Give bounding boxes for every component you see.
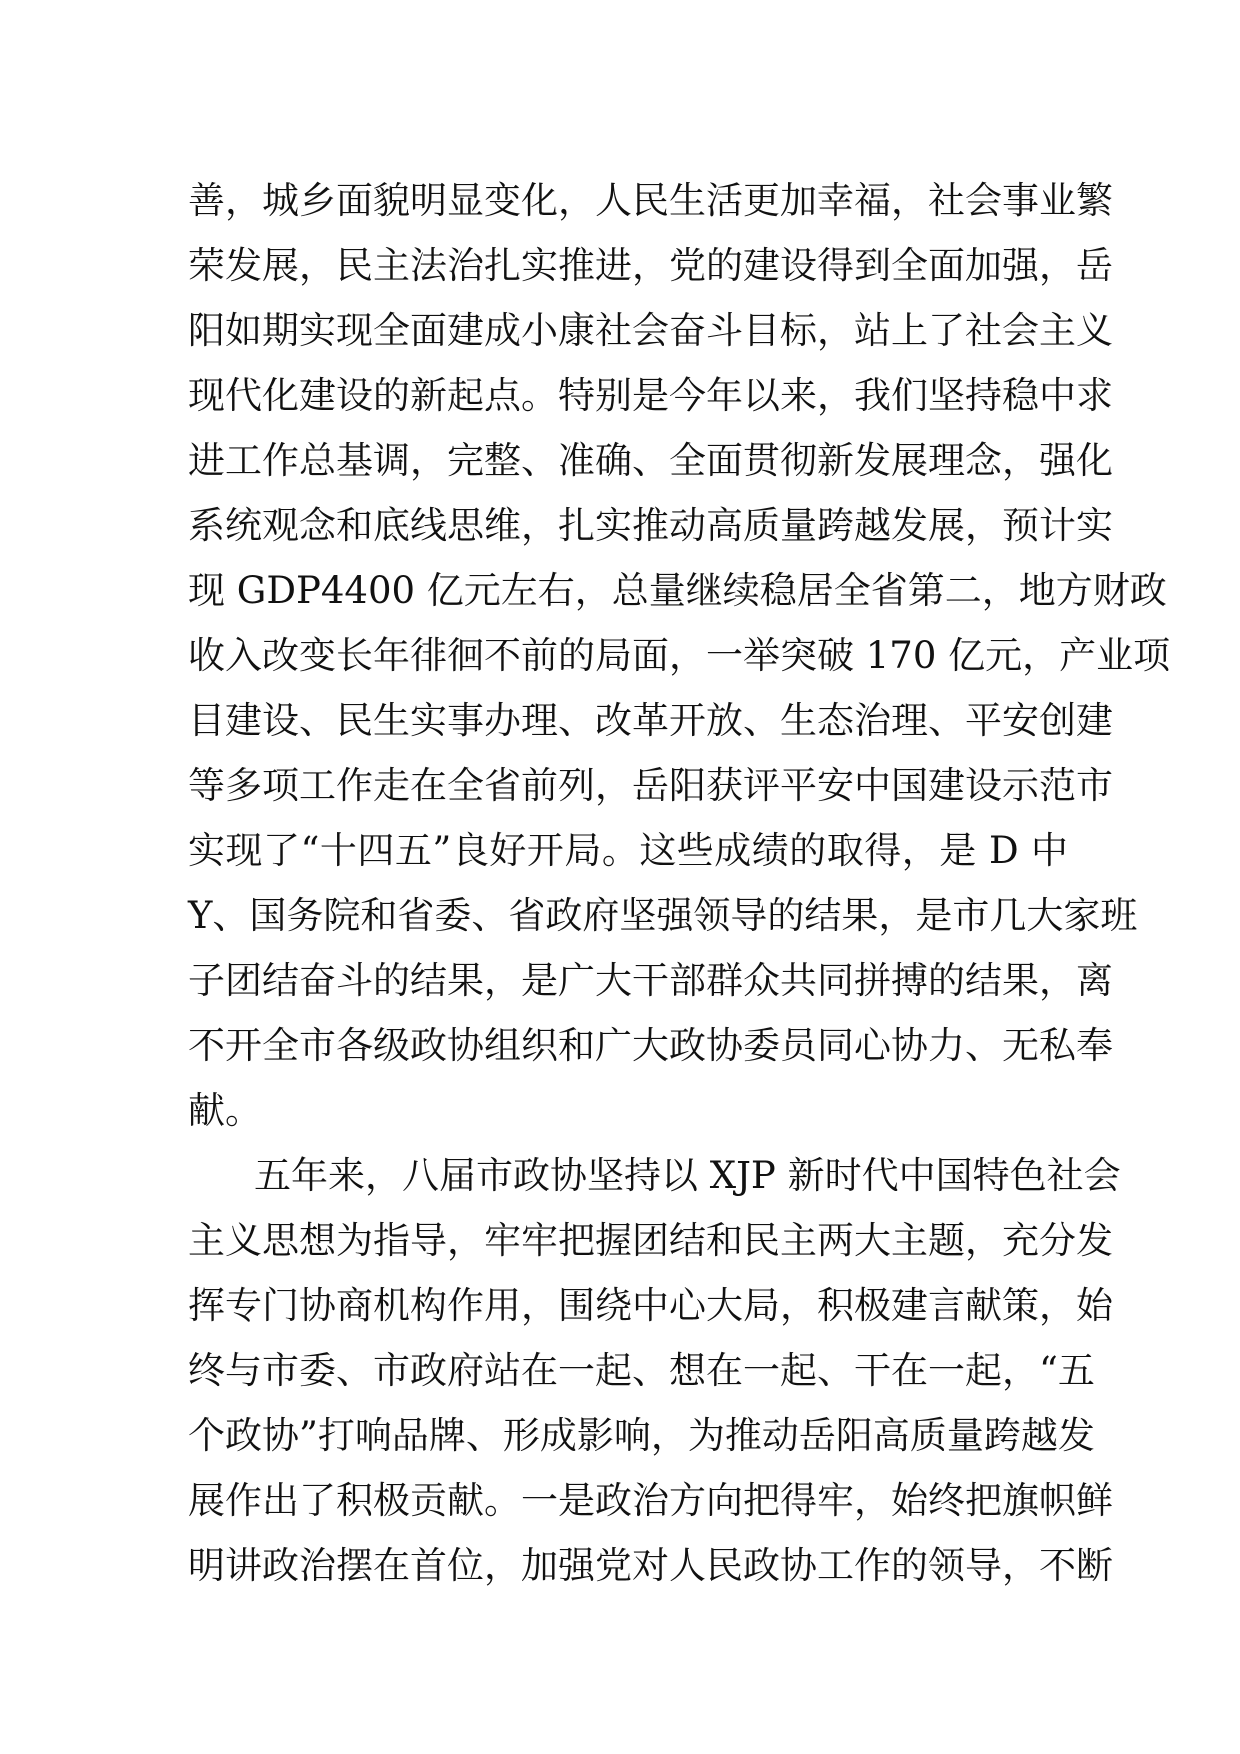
text-line: 荣发展，民主法治扎实推进，党的建设得到全面加强，岳 xyxy=(188,244,1113,287)
text-line: 目建设、民生实事办理、改革开放、生态治理、平安创建 xyxy=(188,699,1113,742)
text-line: 主义思想为指导，牢牢把握团结和民主两大主题，充分发 xyxy=(188,1219,1113,1262)
text-line: 阳如期实现全面建成小康社会奋斗目标，站上了社会主义 xyxy=(188,309,1113,352)
text-line: 子团结奋斗的结果，是广大干部群众共同拼搏的结果，离 xyxy=(188,959,1113,1002)
text-line: 不开全市各级政协组织和广大政协委员同心协力、无私奉 xyxy=(188,1024,1113,1067)
text-line: 进工作总基调，完整、准确、全面贯彻新发展理念，强化 xyxy=(188,439,1113,482)
text-line: 挥专门协商机构作用，围绕中心大局，积极建言献策，始 xyxy=(188,1284,1113,1327)
text-line: 展作出了积极贡献。一是政治方向把得牢，始终把旗帜鲜 xyxy=(188,1479,1113,1522)
paragraph-first-line: 五年来，八届市政协坚持以 XJP 新时代中国特色社会 xyxy=(254,1154,1121,1197)
text-line: 实现了“十四五”良好开局。这些成绩的取得，是 D 中 xyxy=(188,829,1068,872)
text-line: 个政协”打响品牌、形成影响，为推动岳阳高质量跨越发 xyxy=(188,1414,1095,1457)
text-line: 收入改变长年徘徊不前的局面，一举突破 170 亿元，产业项 xyxy=(188,634,1171,677)
text-line: 等多项工作走在全省前列，岳阳获评平安中国建设示范市 xyxy=(188,764,1113,807)
text-line: 明讲政治摆在首位，加强党对人民政协工作的领导，不断 xyxy=(188,1544,1113,1587)
text-line: Y、国务院和省委、省政府坚强领导的结果，是市几大家班 xyxy=(188,894,1138,937)
text-line: 献。 xyxy=(188,1089,262,1132)
text-line: 善，城乡面貌明显变化，人民生活更加幸福，社会事业繁 xyxy=(188,179,1113,222)
body-text xyxy=(188,168,1171,1598)
text-line: 现 GDP4400 亿元左右，总量继续稳居全省第二，地方财政 xyxy=(188,569,1167,612)
text-line: 系统观念和底线思维，扎实推动高质量跨越发展，预计实 xyxy=(188,504,1113,547)
text-line: 现代化建设的新起点。特别是今年以来，我们坚持稳中求 xyxy=(188,374,1113,417)
text-line: 终与市委、市政府站在一起、想在一起、干在一起，“五 xyxy=(188,1349,1095,1392)
